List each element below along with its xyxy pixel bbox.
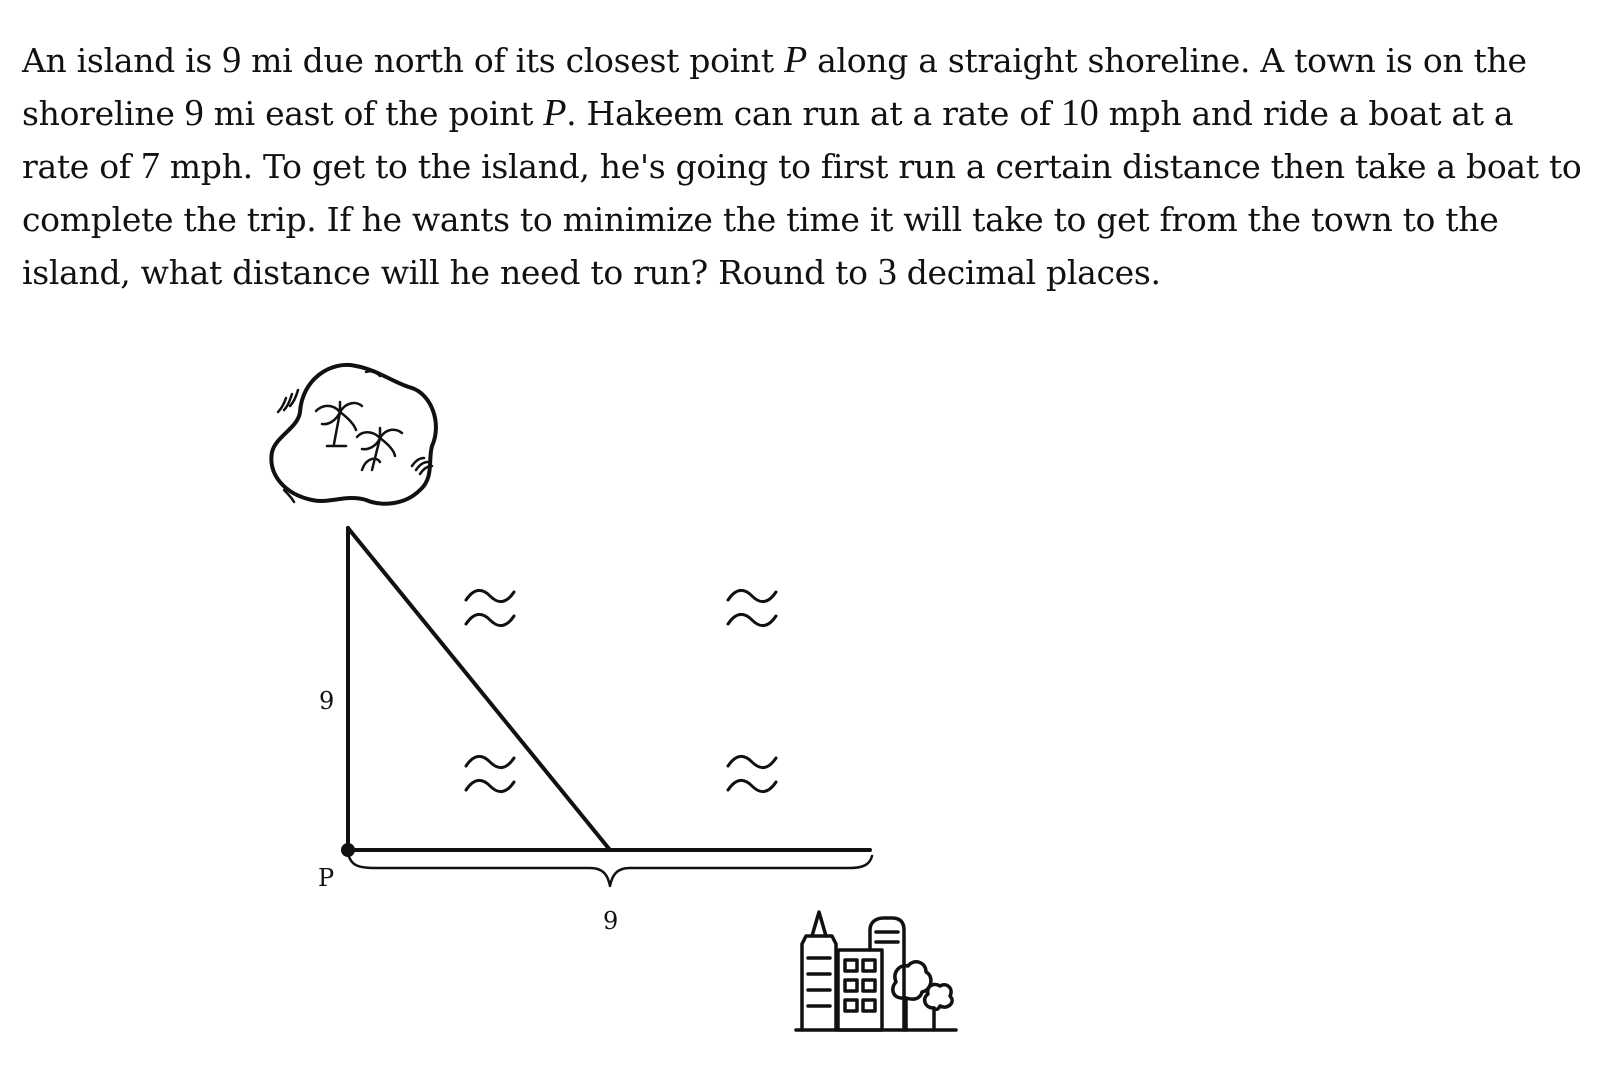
town-icon xyxy=(796,912,956,1030)
decimal-places-value: 3 xyxy=(877,251,897,293)
wave-icon xyxy=(466,756,514,791)
island-distance-value: 9 xyxy=(222,39,241,81)
boat-rate-value: 7 xyxy=(140,145,160,187)
wave-icon xyxy=(728,590,776,625)
island-icon xyxy=(271,365,436,504)
wave-icon xyxy=(728,756,776,791)
problem-text-part: mi east of the point xyxy=(203,94,544,133)
vertical-distance-label: 9 xyxy=(319,687,335,715)
problem-text-part: An island is xyxy=(22,41,223,80)
problem-text-part: decimal places. xyxy=(896,253,1161,292)
horizontal-distance-brace xyxy=(348,852,872,886)
problem-text-part: . Hakeem can run at a rate of xyxy=(566,94,1061,133)
point-p-label: P xyxy=(318,864,335,892)
palm-tree-icon xyxy=(316,402,362,446)
run-rate-value: 10 xyxy=(1061,92,1099,134)
point-p-marker xyxy=(341,843,355,857)
boat-path-line xyxy=(348,528,610,850)
horizontal-distance-label: 9 xyxy=(603,907,619,935)
problem-text-part: mph and ride a boat at a rate of xyxy=(22,94,1514,186)
problem-text-part: mi due north of its closest point xyxy=(240,41,784,80)
point-p-variable: P xyxy=(543,92,567,134)
wave-icon xyxy=(466,590,514,625)
water-marks-icon xyxy=(278,371,432,502)
town-distance-value: 9 xyxy=(184,92,204,134)
point-p-variable: P xyxy=(784,39,807,81)
problem-text-part: mph. To get to the island, he's going to first run a certain distance then take a boat to complete the trip. If he wants to minimize the time it will take to get from the town to the island, what distance will he need to run? Round to xyxy=(22,147,1582,292)
problem-text-part: along a straight shoreline. A town is on the shoreline xyxy=(22,41,1527,133)
palm-tree-icon xyxy=(357,428,402,470)
